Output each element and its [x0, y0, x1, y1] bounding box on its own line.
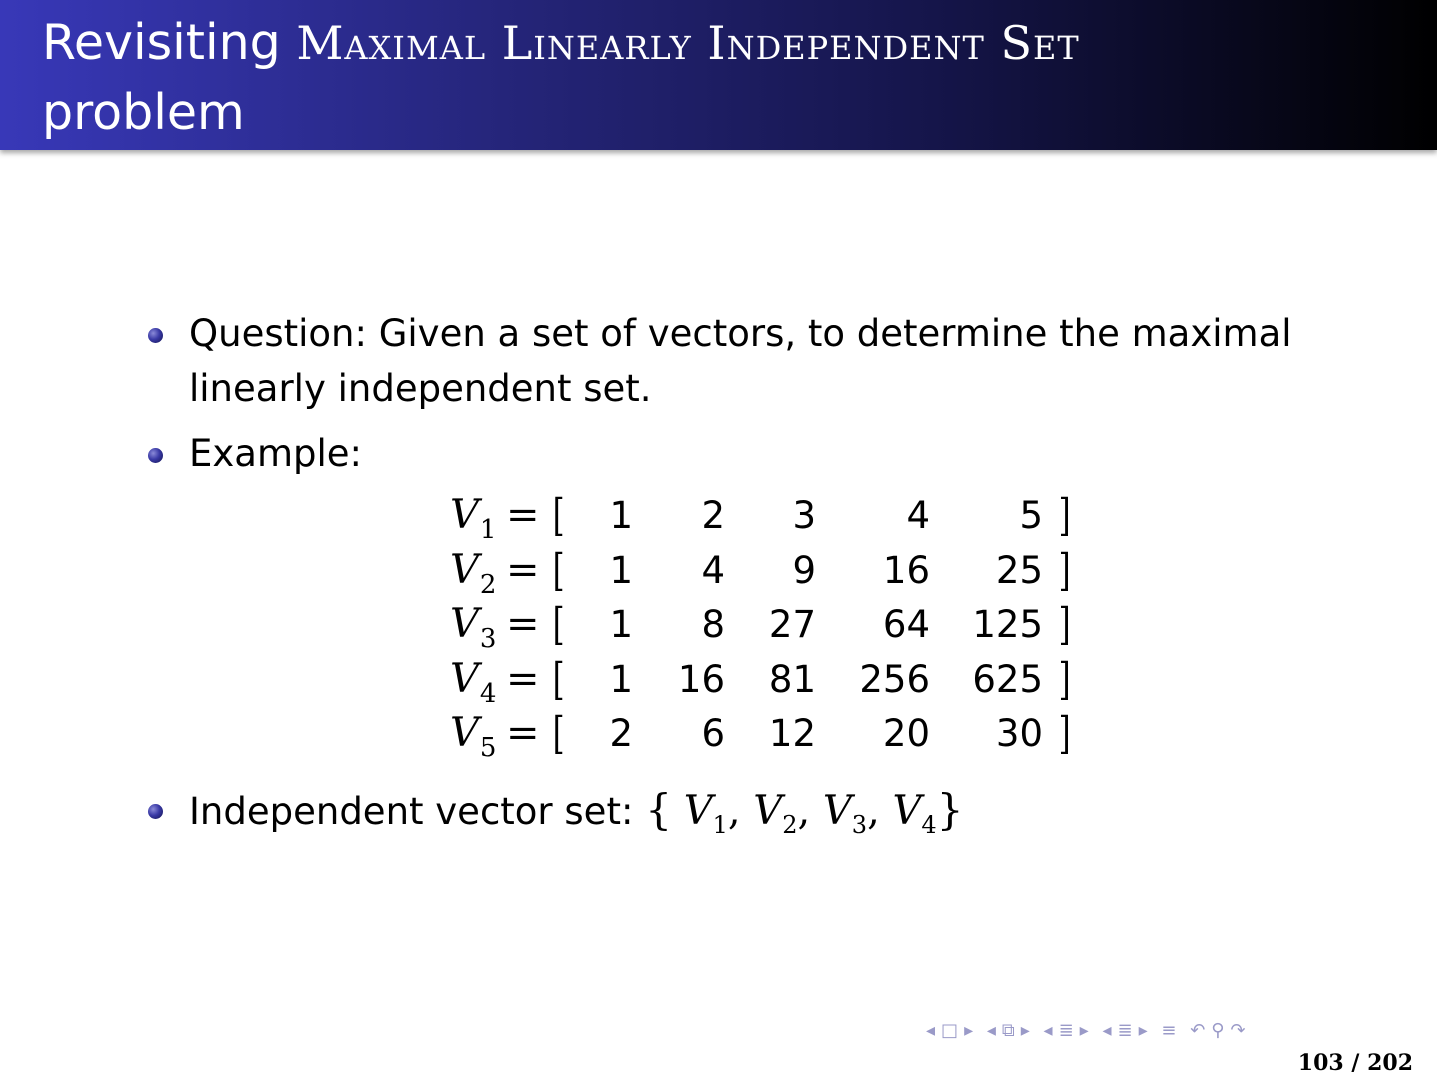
matrix-cell: 125 [972, 603, 1043, 646]
open-brace: { [645, 785, 672, 834]
equals-sign: = [506, 710, 540, 756]
left-bracket: [ [552, 544, 565, 596]
set-element: $V_4$ [892, 788, 937, 839]
left-bracket: [ [552, 708, 565, 759]
matrix-row [450, 490, 1090, 545]
nav-outline-icon[interactable]: ≡ [1161, 1020, 1179, 1041]
nav-next-subsection-icon[interactable]: ▸ [1079, 1020, 1091, 1041]
nav-prev-slide-icon[interactable]: ◂ [1102, 1020, 1114, 1041]
matrix-cell: 256 [859, 657, 930, 701]
matrix-cell: 9 [792, 548, 816, 592]
vector-label [450, 492, 497, 545]
set-element: $V_3$ [822, 788, 868, 839]
question-text: Question: Given a set of vectors, to determine the maximal linearly independent set. [189, 312, 1292, 410]
close-brace: } [936, 785, 964, 834]
right-bracket: ] [1058, 544, 1071, 596]
equals-sign: = [506, 655, 540, 702]
matrix-cell: 2 [609, 712, 633, 755]
nav-prev-frame-icon[interactable]: ◂ [926, 1020, 938, 1041]
independent-set-math: { $V_1$, $V_2$, $V_3$, $V_4$} [645, 785, 964, 839]
matrix-cell: 16 [882, 548, 930, 592]
right-bracket: ] [1058, 653, 1071, 705]
matrix-cell: 2 [701, 494, 725, 537]
left-bracket: [ [552, 653, 565, 705]
matrix-cell: 8 [701, 603, 725, 646]
slide-title [42, 8, 1422, 148]
vector-label-subscript: 4 [479, 678, 497, 709]
matrix-row [450, 599, 1090, 654]
title-smallcaps: Maximal Linearly Independent Set [296, 16, 1080, 70]
matrix-cell: 16 [677, 657, 725, 701]
matrix-cell: 20 [882, 712, 930, 755]
nav-section-icon[interactable]: ⧉ [1001, 1020, 1017, 1041]
example-text: Example: [189, 432, 362, 475]
matrix-cell: 1 [609, 548, 633, 592]
matrix-row [450, 708, 1090, 763]
vector-matrix [450, 490, 1090, 763]
vector-label-subscript: 2 [479, 569, 497, 600]
beamer-navigation [926, 1020, 1252, 1041]
matrix-cell: 1 [609, 494, 633, 537]
bullet-dot-icon [148, 804, 163, 819]
matrix-cell: 64 [882, 603, 930, 646]
matrix-cell: 625 [972, 657, 1043, 701]
bullet-dot-icon [148, 448, 163, 463]
nav-subsection-icon[interactable]: ≣ [1058, 1020, 1076, 1041]
right-bracket: ] [1058, 490, 1071, 541]
equals-sign: = [506, 601, 540, 647]
matrix-cell: 4 [701, 548, 725, 592]
nav-prev-subsection-icon[interactable]: ◂ [1043, 1020, 1055, 1041]
vector-label-subscript: 3 [479, 624, 497, 654]
vector-label-letter: V [450, 655, 479, 702]
matrix-cell: 25 [995, 548, 1043, 592]
vector-label [450, 601, 497, 654]
nav-forward-icon[interactable]: ↷ [1230, 1020, 1248, 1041]
matrix-cell: 1 [609, 603, 633, 646]
matrix-cell: 5 [1019, 494, 1043, 537]
bullet-independent-set [146, 782, 1326, 853]
matrix-cell: 6 [701, 712, 725, 755]
set-element: $V_1$ [683, 788, 728, 839]
slide-header [0, 0, 1437, 150]
vector-label [450, 710, 497, 763]
vector-label-letter: V [450, 492, 479, 538]
vector-label-subscript: 1 [479, 515, 497, 545]
bullet-dot-icon [148, 328, 163, 343]
bullet-example [146, 426, 1326, 481]
matrix-cell: 27 [768, 603, 816, 646]
nav-next-frame-icon[interactable]: ▸ [964, 1020, 976, 1041]
right-bracket: ] [1058, 708, 1071, 759]
title-prefix: Revisiting [42, 14, 297, 71]
matrix-row [450, 654, 1090, 709]
vector-label [450, 546, 497, 600]
matrix-cell: 30 [995, 712, 1043, 755]
nav-next-section-icon[interactable]: ▸ [1020, 1020, 1032, 1041]
vector-label-letter: V [450, 710, 479, 756]
matrix-cell: 81 [768, 657, 816, 701]
vector-label [450, 655, 497, 709]
left-bracket: [ [552, 490, 565, 541]
nav-next-slide-icon[interactable]: ▸ [1138, 1020, 1150, 1041]
set-element: $V_2$ [753, 788, 798, 839]
independent-label: Independent vector set: [189, 790, 634, 833]
nav-search-icon[interactable]: ⚲ [1211, 1020, 1227, 1041]
equals-sign: = [506, 492, 540, 538]
vector-label-subscript: 5 [479, 733, 497, 763]
equals-sign: = [506, 546, 540, 593]
nav-slide-icon[interactable]: ≣ [1117, 1020, 1135, 1041]
matrix-cell: 12 [768, 712, 816, 755]
nav-frame-icon[interactable]: □ [941, 1020, 961, 1041]
matrix-row [450, 545, 1090, 600]
vector-label-letter: V [450, 546, 479, 593]
matrix-cell: 1 [609, 657, 633, 701]
page-number: 103 / 202 [1297, 1050, 1413, 1076]
bullet-question [146, 306, 1326, 416]
matrix-cell: 3 [792, 494, 816, 537]
left-bracket: [ [552, 599, 565, 650]
right-bracket: ] [1058, 599, 1071, 650]
vector-label-letter: V [450, 601, 479, 647]
nav-prev-section-icon[interactable]: ◂ [986, 1020, 998, 1041]
nav-back-icon[interactable]: ↶ [1190, 1020, 1208, 1041]
matrix-cell: 4 [906, 494, 930, 537]
title-suffix: problem [42, 84, 245, 141]
